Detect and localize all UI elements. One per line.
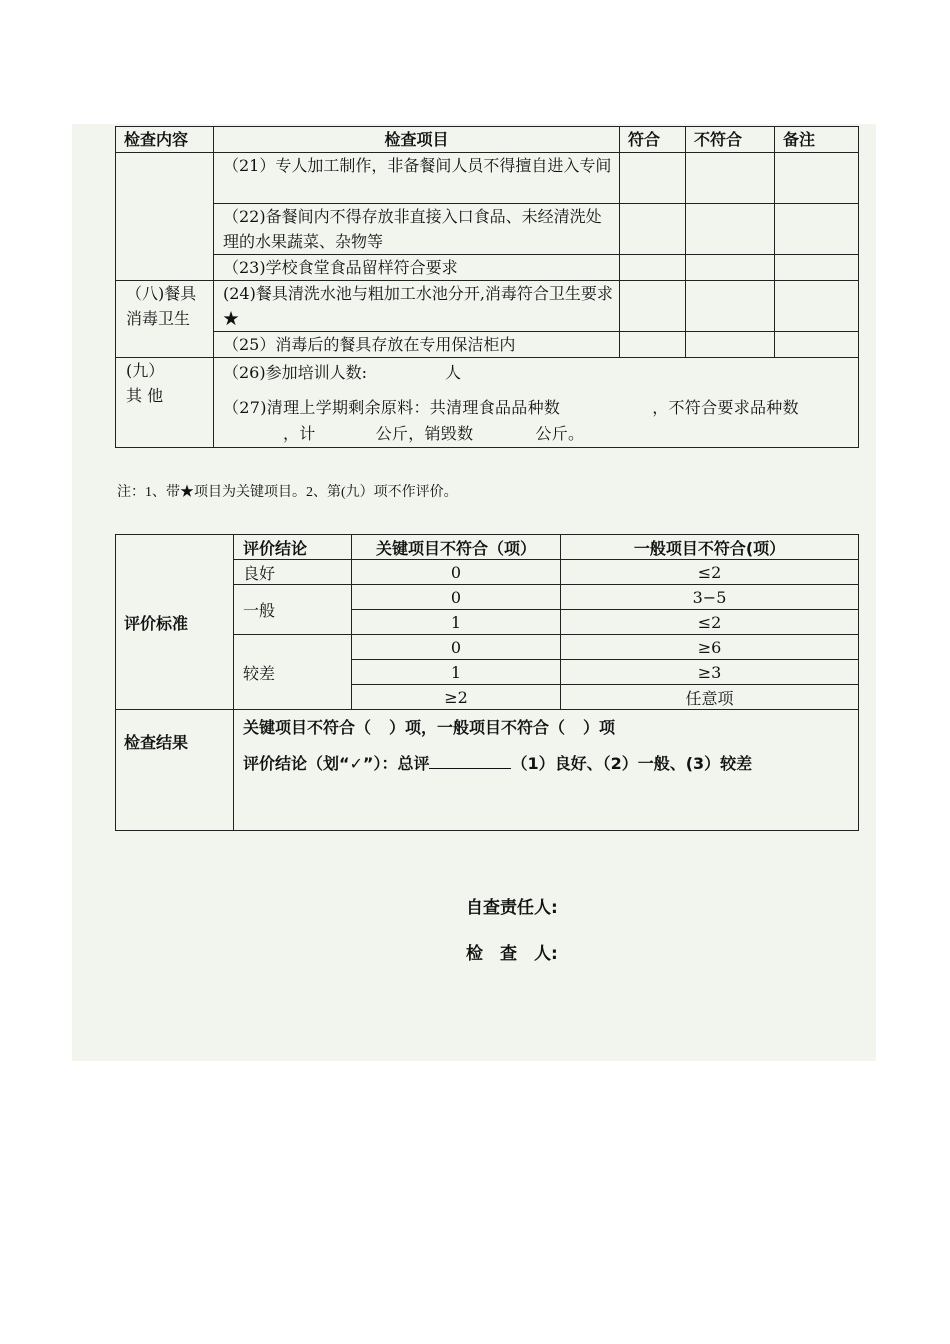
item-cell: （23)学校食堂食品留样符合要求 bbox=[214, 255, 620, 281]
footnote: 注：1、带★项目为关键项目。2、第(九）项不作评价。 bbox=[117, 485, 458, 500]
result-general-text: ）项，一般项目不符合（ bbox=[389, 718, 566, 737]
table-row bbox=[116, 281, 859, 332]
header-remark: 备注 bbox=[775, 127, 859, 153]
grade-good: 良好 bbox=[234, 560, 352, 585]
header-item: 检查项目 bbox=[214, 127, 620, 153]
eval-header-row bbox=[116, 535, 859, 560]
nonconform-cell[interactable] bbox=[686, 204, 775, 255]
inspection-result-cell[interactable] bbox=[234, 710, 859, 831]
category-other-line2: 其 他 bbox=[126, 386, 164, 405]
key-value: ≥2 bbox=[352, 685, 561, 710]
inspector-signature-label: 检 查 人: bbox=[466, 944, 558, 964]
category-cell-other bbox=[116, 358, 214, 448]
item-cell: （25）消毒后的餐具存放在专用保洁柜内 bbox=[214, 332, 620, 358]
item-27-end-text: 公斤。 bbox=[535, 424, 585, 443]
general-value: ≤2 bbox=[561, 610, 859, 635]
conform-cell[interactable] bbox=[620, 204, 686, 255]
header-conform: 符合 bbox=[620, 127, 686, 153]
key-value: 0 bbox=[352, 585, 561, 610]
nonconform-cell[interactable] bbox=[686, 153, 775, 204]
conform-cell[interactable] bbox=[620, 255, 686, 281]
table-header-row bbox=[116, 127, 859, 153]
remark-cell[interactable] bbox=[775, 281, 859, 332]
general-value: 任意项 bbox=[561, 685, 859, 710]
inspection-result-label: 检查结果 bbox=[116, 710, 234, 831]
item-27-destroy-text: 公斤，销毁数 bbox=[375, 424, 474, 443]
overall-rating-blank[interactable] bbox=[429, 750, 511, 769]
header-category: 检查内容 bbox=[116, 127, 214, 153]
evaluation-standard-label: 评价标准 bbox=[116, 535, 234, 710]
grade-fair: 一般 bbox=[234, 585, 352, 635]
nonconform-cell[interactable] bbox=[686, 255, 775, 281]
result-line2 bbox=[243, 746, 850, 782]
item-cell: （21）专人加工制作，非备餐间人员不得擅自进入专间 bbox=[214, 153, 620, 204]
nonconform-cell[interactable] bbox=[686, 281, 775, 332]
inspection-items-table bbox=[115, 126, 859, 448]
table-row bbox=[116, 255, 859, 281]
item-27-text: （27)清理上学期剩余原料：共清理食品品种数 bbox=[223, 398, 561, 417]
other-items-cell bbox=[214, 358, 859, 448]
evaluation-table bbox=[115, 534, 859, 831]
header-nonconform: 不符合 bbox=[686, 127, 775, 153]
general-value: 3−5 bbox=[561, 585, 859, 610]
item-26-text: （26)参加培训人数: bbox=[223, 363, 367, 382]
item-cell: （22)备餐间内不得存放非直接入口食品、未经清洗处理的水果蔬菜、杂物等 bbox=[214, 204, 620, 255]
general-value: ≥3 bbox=[561, 660, 859, 685]
conform-cell[interactable] bbox=[620, 332, 686, 358]
item-27 bbox=[223, 395, 852, 447]
remark-cell[interactable] bbox=[775, 332, 859, 358]
category-cell-empty bbox=[116, 153, 214, 281]
header-general-items: 一般项目不符合(项） bbox=[561, 535, 859, 560]
result-conclusion-text: 评价结论（划“✓”）：总评 bbox=[243, 754, 430, 773]
table-row bbox=[116, 153, 859, 204]
remark-cell[interactable] bbox=[775, 255, 859, 281]
conform-cell[interactable] bbox=[620, 153, 686, 204]
key-value: 0 bbox=[352, 635, 561, 660]
nonconform-cell[interactable] bbox=[686, 332, 775, 358]
item-cell: (24)餐具清洗水池与粗加工水池分开,消毒符合卫生要求★ bbox=[214, 281, 620, 332]
item-26-unit: 人 bbox=[445, 363, 462, 382]
result-key-text: 关键项目不符合（ bbox=[243, 718, 372, 737]
document-sheet bbox=[72, 124, 876, 1061]
table-row-other bbox=[116, 358, 859, 448]
self-check-signature-label: 自查责任人: bbox=[466, 898, 558, 918]
remark-cell[interactable] bbox=[775, 204, 859, 255]
header-conclusion: 评价结论 bbox=[234, 535, 352, 560]
item-27-total-text: ，计 bbox=[283, 424, 316, 443]
category-other-line1: (九） bbox=[126, 361, 165, 380]
conform-cell[interactable] bbox=[620, 281, 686, 332]
result-end-text: ）项 bbox=[583, 718, 616, 737]
item-26 bbox=[223, 360, 852, 386]
item-27-nonconform-text: ，不符合要求品种数 bbox=[652, 398, 799, 417]
remark-cell[interactable] bbox=[775, 153, 859, 204]
header-key-items: 关键项目不符合（项） bbox=[352, 535, 561, 560]
key-value: 1 bbox=[352, 610, 561, 635]
table-row bbox=[116, 204, 859, 255]
general-value: ≥6 bbox=[561, 635, 859, 660]
key-value: 0 bbox=[352, 560, 561, 585]
result-row bbox=[116, 710, 859, 831]
table-row bbox=[116, 332, 859, 358]
result-options-text: （1）良好、（2）一般、(3）较差 bbox=[511, 754, 753, 773]
key-value: 1 bbox=[352, 660, 561, 685]
category-cell: （八)餐具消毒卫生 bbox=[116, 281, 214, 358]
result-line1 bbox=[243, 710, 850, 746]
general-value: ≤2 bbox=[561, 560, 859, 585]
grade-poor: 较差 bbox=[234, 635, 352, 710]
